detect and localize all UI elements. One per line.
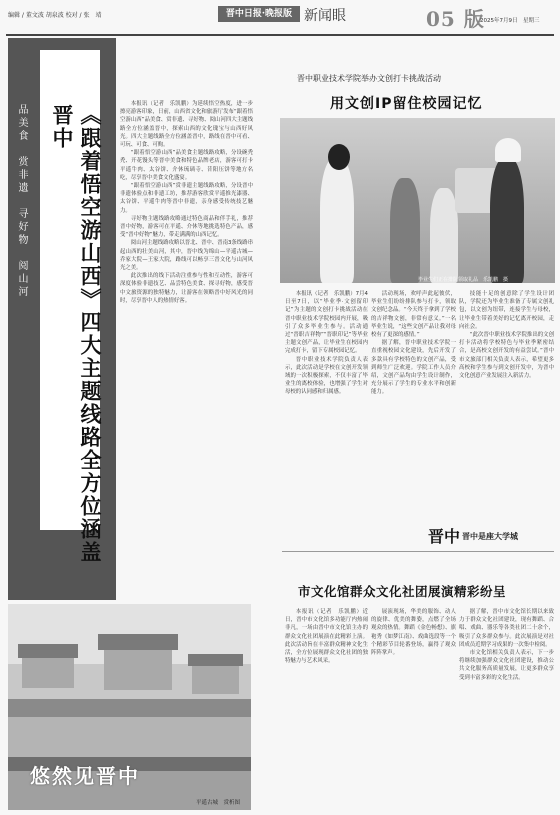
story2-paragraph: 市文化馆相关负责人表示，下一步将继续加强群众文化社团建设，推动公共文化服务高质量发展，让更多群众享受到丰富多彩的文化生活。 (459, 650, 554, 681)
story1-paragraph: 晋中职业技术学院负责人表示，此次活动是学校在文创开发领域的一次积极探索，不仅丰富了毕业生的离校体验，也增强了学生对母校的认同感和归属感。 (285, 356, 368, 396)
story1-paragraph: 技能十足的创意除了学生设计团队，学院还为毕业生准备了专属文创礼包，以文创为纽带，连接学生与母校，让毕业生带着美好的记忆离开校园，走向社会。 (459, 291, 554, 330)
issue-date: 2025年7月9日 星期三 (480, 18, 540, 24)
section-name: 新闻眼 (304, 8, 346, 24)
story1-photo-caption: 毕业生们正在排队领取礼品 乐凯鹏 摄 (418, 277, 509, 283)
header-rule (6, 34, 554, 36)
edition-number: 05 版 (426, 7, 485, 31)
brand-slogan: 晋中是座大学城 (462, 532, 518, 541)
story1-column-2 (371, 290, 456, 522)
story2-headline: 市文化馆群众文化社团展演精彩纷呈 (298, 584, 507, 599)
story2-paragraph: 展演现场，华美的服饰、动人的旋律、优美的舞姿，点燃了全场观众的热情。舞蹈《金色畅想》、旗袍秀《如梦江南》、戏曲选段等一个个精彩节目轮番登场，赢得了观众阵阵掌声。 (371, 609, 456, 657)
feature-paragraph: “跟着悟空游山西”赏非遗主题线路攻略，分设晋中非遗体验点和非遗工坊，推荐游客欣赏平遥推光漆器、太谷饼、平遥牛肉等晋中非遗，亲身感受传统技艺魅力。 (120, 183, 253, 214)
story1-photo (280, 118, 555, 283)
masthead-logo: 晋中日报·晚报版 (218, 6, 300, 22)
feature-body (120, 100, 253, 596)
feature-headline: 《跟着悟空游山西》四大主题线路全方位涵盖晋中 (50, 104, 103, 564)
story1-column-3 (459, 290, 554, 522)
feature-paragraph: 此次推出的线下活动注重参与性和互动性，游客可深度体验非遗技艺、品尝特色美食、探寻好物，感受晋中文旅资源的独特魅力，让游客在领略晋中好风光的同时，尽享晋中人的热情好客。 (120, 273, 253, 304)
story2-column-1 (285, 608, 368, 810)
feature-paragraph: 阅山河主题线路攻略以晋北、晋中、晋南3条线路串起山西的壮美山河，其中，晋中线为绵山—平遥古城—乔家大院—王家大院，路线可以畅享三晋文化与山河风光之美。 (120, 240, 253, 272)
story2-column-3 (459, 608, 554, 810)
story1-paragraph: “此次晋中职业技术学院推出的文创打卡活动将学校特色与毕业季紧密结合，是高校文创开发的有益尝试。”晋中市文旅部门相关负责人表示，希望更多高校和学生参与到文创开发中，为晋中文化创意产业发展注入新活力。 (459, 332, 554, 380)
story-divider (282, 551, 554, 552)
page-header (0, 0, 560, 42)
editor-credits: 编辑 / 董文波 胡泉波 校对 / 张 靖 (8, 12, 102, 19)
story1-paragraph: 据了解，晋中职业技术学院一直重视校园文化建设，先后开发了多款具有学校特色的文创产品，受到师生广泛欢迎。学院工作人员介绍，文创产品均由学生设计制作，充分展示了学生的专业水平和创新能力。 (371, 340, 456, 396)
story2-column-2 (371, 608, 456, 810)
story1-paragraph: 本报讯（记者 乐凯鹏）7月4日至7日，以“毕业季·文创留印记”为主题的文创打卡挑战活动在晋中职业技术学院校园内开展，吸引了众多毕业生参与。活动通过“晋职吉祥物”“晋职印记”等毕业主题文创产品，让毕业生在校园内完成打卡，留下专属校园记忆。 (285, 291, 368, 355)
story1-headline: 用文创IP留住校园记忆 (330, 96, 483, 112)
feature-paragraph: “跟着悟空游山西”品美食主题线路攻略，分设碗秃秃、开花馒头等晋中美食和特色品牌老店，游客可打卡平遥牛肉、太谷饼、介休琉璃寺、昔阳压饼等地方名吃，尽享晋中美食文化盛宴。 (120, 150, 253, 181)
story1-paragraph: 活动现场，欢呼声此起彼伏，毕业生们纷纷排队参与打卡，领取文创纪念品。“今天终于拿到了学校的吉祥物文创，非常有意义。”一名毕业生说，“这些文创产品让我对母校有了更深的感情。” (371, 291, 456, 339)
story1-column-1 (285, 290, 368, 554)
story2-paragraph: 本报讯（记者 乐凯鹏）近日，晋中市文化馆多功能厅内热闹非凡，一场由晋中市文化馆主办的群众文化社团展演在此精彩上演。此次活动旨在丰富群众精神文化生活，全方位展现群众文化社团的独特魅力与艺术风采。 (285, 609, 368, 665)
feature-paragraph: 寻好物主题线路攻略通过特色商品和伴手礼，推荐晋中好物，游客可在平遥、介休等地挑选特色产品，感受“晋中好物”魅力，带走满满的山西记忆。 (120, 215, 253, 239)
brand-mark: 晋中 (428, 527, 461, 546)
story1-kicker: 晋中职业技术学院举办文创打卡挑战活动 (297, 74, 441, 83)
art-logo-text: 悠然见晋中 (30, 764, 140, 788)
story2-paragraph: 据了解，晋中市文化馆长期以来致力于群众文化社团建设，现有舞蹈、合唱、戏曲、器乐等各类社团二十余个，吸引了众多群众参与。此次展演是对社团成员近期学习成果的一次集中检阅。 (459, 609, 554, 648)
feature-paragraph: 本报讯（记者 乐凯鹏）为延续悟空热度，进一步擦亮游客印象，日前，山西省文化和旅游厅发布“跟着悟空游山西”品美食、赏非遗、寻好物、阅山河四大主题线路全方位涵盖晋中，探索山西的文化瑰宝与山西好风光。四大主题线路全方位涵盖晋中，路线在晋中可看、可玩、可食、可购。 (120, 101, 253, 149)
feature-subtitle: 品美食 赏非遗 寻好物 阅山河 (16, 104, 27, 299)
art-caption: 平遥古城 赏析图 (196, 800, 241, 806)
